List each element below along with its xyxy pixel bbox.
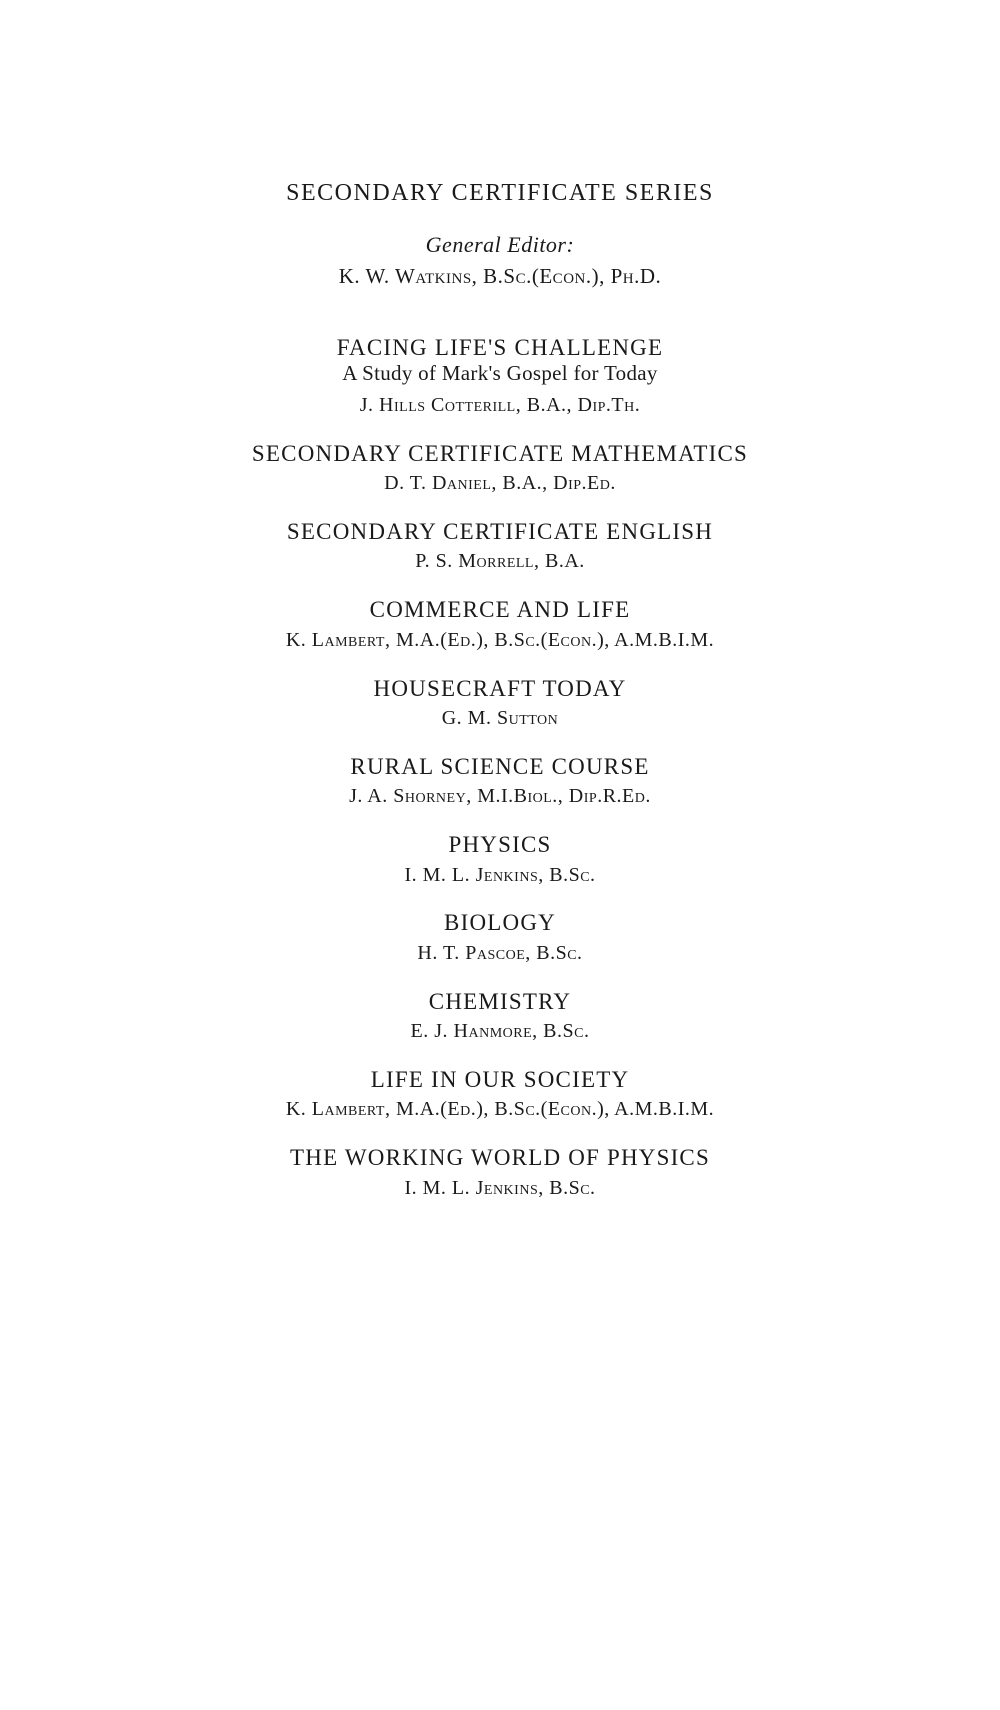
book-title-the-working-world-of-physics: THE WORKING WORLD OF PHYSICS xyxy=(290,1145,710,1170)
book-title-facing-lifes-challenge: FACING LIFE'S CHALLENGE xyxy=(336,335,664,360)
book-title-secondary-certificate-english: SECONDARY CERTIFICATE ENGLISH xyxy=(286,519,714,544)
general-editor-name: K. W. Watkins, B.Sc.(Econ.), Ph.D. xyxy=(338,264,662,288)
book-title-housecraft-today: HOUSECRAFT TODAY xyxy=(373,676,627,701)
book-title-biology: BIOLOGY xyxy=(444,910,556,935)
general-editor-label: General Editor: xyxy=(425,232,575,257)
book-author-facing-lifes-challenge: J. Hills Cotterill, B.A., Dip.Th. xyxy=(359,394,641,416)
series-title: SECONDARY CERTIFICATE SERIES xyxy=(286,180,714,206)
book-author-commerce-and-life: K. Lambert, M.A.(Ed.), B.Sc.(Econ.), A.M.B.I.M. xyxy=(285,629,715,651)
book-title-secondary-certificate-mathematics: SECONDARY CERTIFICATE MATHEMATICS xyxy=(251,441,749,466)
book-author-rural-science-course: J. A. Shorney, M.I.Biol., Dip.R.Ed. xyxy=(349,785,651,807)
book-title-life-in-our-society: LIFE IN OUR SOCIETY xyxy=(370,1067,630,1092)
book-author-chemistry: E. J. Hanmore, B.Sc. xyxy=(410,1020,590,1042)
book-author-life-in-our-society: K. Lambert, M.A.(Ed.), B.Sc.(Econ.), A.M.B.I.M. xyxy=(285,1098,715,1120)
book-author-housecraft-today: G. M. Sutton xyxy=(441,707,559,729)
book-author-physics: I. M. L. Jenkins, B.Sc. xyxy=(404,864,596,886)
book-title-physics: PHYSICS xyxy=(448,832,552,857)
book-subtitle-facing-lifes-challenge: A Study of Mark's Gospel for Today xyxy=(342,361,658,385)
book-author-biology: H. T. Pascoe, B.Sc. xyxy=(417,942,583,964)
book-title-commerce-and-life: COMMERCE AND LIFE xyxy=(369,597,631,622)
book-author-secondary-certificate-mathematics: D. T. Daniel, B.A., Dip.Ed. xyxy=(384,472,616,494)
book-author-secondary-certificate-english: P. S. Morrell, B.A. xyxy=(415,550,585,572)
book-title-chemistry: CHEMISTRY xyxy=(428,989,572,1014)
book-author-the-working-world-of-physics: I. M. L. Jenkins, B.Sc. xyxy=(404,1177,596,1199)
book-title-rural-science-course: RURAL SCIENCE COURSE xyxy=(350,754,650,779)
